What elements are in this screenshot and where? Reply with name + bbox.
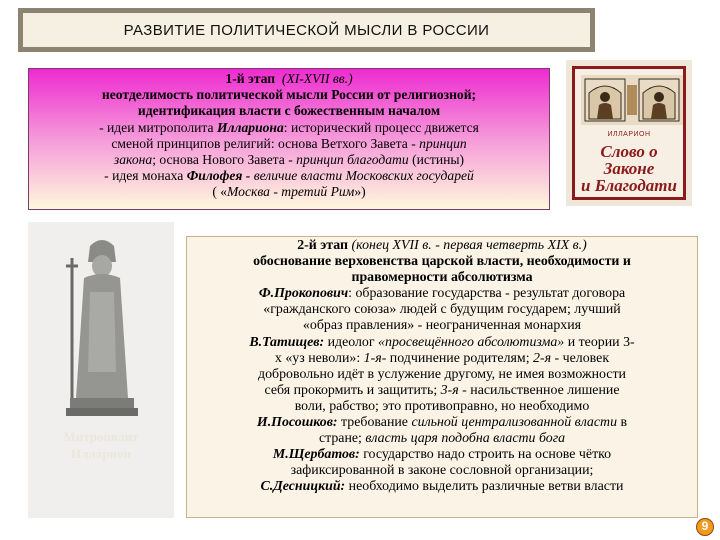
- slide-title: [18, 8, 595, 52]
- tatishchev-second: 2-я: [533, 350, 552, 366]
- prokopovich-line3: «образ правления» - неограниченная монархия: [302, 318, 582, 334]
- book-title-line1: Слово о Законе: [600, 142, 658, 178]
- pososhkov-text1: требование: [337, 415, 412, 431]
- ilarion-law2: закона: [113, 152, 153, 168]
- prokopovich-text1: : образование государства - результат договора: [348, 286, 626, 302]
- tatishchev-italic: «просвещённого абсолютизма»: [378, 334, 565, 350]
- shcherbatov-line2: зафиксированной в законе сословной организации;: [290, 463, 594, 479]
- caption-line1: Митрополит: [63, 429, 139, 444]
- book-frame: [572, 66, 686, 200]
- stage2-thesis-line2: правомерности абсолютизма: [351, 270, 533, 286]
- tatishchev-text8: - насильственное лишение: [458, 382, 620, 398]
- filofey-prefix: - идея монаха: [104, 168, 187, 184]
- stage2-period: (конец XVII в. - первая четверть XIX в.): [351, 238, 587, 253]
- ilarion-law: принцип: [419, 135, 467, 151]
- page-number-badge[interactable]: 9: [696, 518, 714, 536]
- portrait-image: [28, 222, 174, 518]
- stage2-box: [186, 236, 698, 518]
- moscow-third-rome: Москва - третий Рим: [227, 184, 355, 200]
- stage1-moscow-line: [29, 184, 549, 200]
- slide-title-text: РАЗВИТИЕ ПОЛИТИЧЕСКОЙ МЫСЛИ В РОССИИ: [123, 21, 490, 39]
- book-title-line2: и Благодати: [581, 176, 677, 195]
- tatishchev-text1: идеолог: [324, 334, 379, 350]
- stage1-thesis-line1: неотделимость политической мысли России от религиозной;: [101, 87, 477, 103]
- pososhkov-text2: в: [617, 415, 628, 431]
- stage1-filofey-line: [29, 168, 549, 184]
- tatishchev-text2: и теории 3-: [564, 334, 635, 350]
- pososhkov-line2: [187, 431, 697, 447]
- filofey-name: Филофея -: [186, 168, 251, 184]
- pososhkov-line1: [187, 415, 697, 431]
- book-cover-image: [566, 60, 692, 206]
- portrait-caption: [28, 428, 174, 462]
- moscow-close: »): [354, 184, 366, 200]
- ilarion-text1: : исторический процесс движется: [283, 119, 479, 135]
- prokopovich-line2: «гражданского союза» людей с будущим государем; лучший: [263, 302, 621, 318]
- stage1-ilarion-line3: [29, 152, 549, 168]
- pososhkov-italic2: власть царя подобна власти бога: [365, 431, 566, 447]
- tatishchev-third: 3-я: [440, 382, 459, 398]
- tatishchev-text5: - человек: [551, 350, 610, 366]
- ilarion-name: Иллариона: [216, 119, 284, 135]
- prokopovich-line1: [187, 286, 697, 302]
- stage1-period: (XI-XVII вв.): [281, 71, 353, 86]
- moscow-open: ( «: [212, 184, 228, 200]
- book-illustration: [581, 75, 683, 125]
- prokopovich-name: Ф.Прокопович: [258, 286, 349, 302]
- tatishchev-name: В.Татищев:: [249, 334, 325, 350]
- ilarion-text2: сменой принципов религий: основа Ветхого Завета -: [111, 135, 420, 151]
- stage1-ilarion-line1: [29, 120, 549, 136]
- tatishchev-text3: х «уз неволи»:: [274, 350, 364, 366]
- stage1-box: [28, 68, 550, 210]
- shcherbatov-line1: [187, 447, 697, 463]
- tatishchev-line1: [187, 335, 697, 351]
- stage1-heading-line: [29, 71, 549, 87]
- statue-icon: [28, 222, 174, 422]
- desnitsky-line: [187, 479, 697, 495]
- shcherbatov-name: М.Щербатов:: [272, 447, 360, 463]
- stage1-heading: 1-й этап: [225, 71, 276, 86]
- stage1-thesis-line2: идентификация власти с божественным началом: [137, 103, 441, 119]
- caption-line2: Илларион: [71, 446, 131, 461]
- shcherbatov-text1: государство надо строить на основе чётко: [359, 447, 612, 463]
- tatishchev-line2: [187, 351, 697, 367]
- book-title: [575, 143, 683, 194]
- ilarion-prefix: - идеи митрополита: [99, 119, 217, 135]
- tatishchev-line5: воли, рабство; это противоправно, но необходимо: [294, 398, 590, 414]
- book-illustration-icon: [581, 75, 683, 125]
- tatishchev-line4: [187, 383, 697, 399]
- desnitsky-text: необходимо выделить различные ветви власти: [345, 479, 624, 495]
- stage2-thesis-line1: обоснование верховенства царской власти, необходимости и: [253, 254, 631, 270]
- book-author: ИЛЛАРИОН: [607, 131, 651, 138]
- stage2-heading-line: [187, 238, 697, 254]
- pososhkov-italic: сильной централизованной власти: [411, 415, 618, 431]
- desnitsky-name: С.Десницкий:: [260, 479, 346, 495]
- tatishchev-text7: себя прокормить и защитить;: [264, 382, 441, 398]
- tatishchev-line3: добровольно идёт в услужение другому, не имея возможности: [258, 366, 626, 382]
- pososhkov-text3: стране;: [318, 431, 366, 447]
- tatishchev-first: 1-я: [363, 350, 382, 366]
- stage1-ilarion-line2: [29, 136, 549, 152]
- pososhkov-name: И.Посошков:: [256, 415, 338, 431]
- filofey-text: величие власти Московских государей: [250, 168, 474, 184]
- tatishchev-text4: - подчинение родителям;: [381, 350, 534, 366]
- ilarion-text4: (истины): [408, 152, 465, 168]
- ilarion-grace: принцип благодати: [296, 152, 409, 168]
- ilarion-text3: ; основа Нового Завета -: [152, 152, 297, 168]
- stage2-heading: 2-й этап: [297, 238, 349, 253]
